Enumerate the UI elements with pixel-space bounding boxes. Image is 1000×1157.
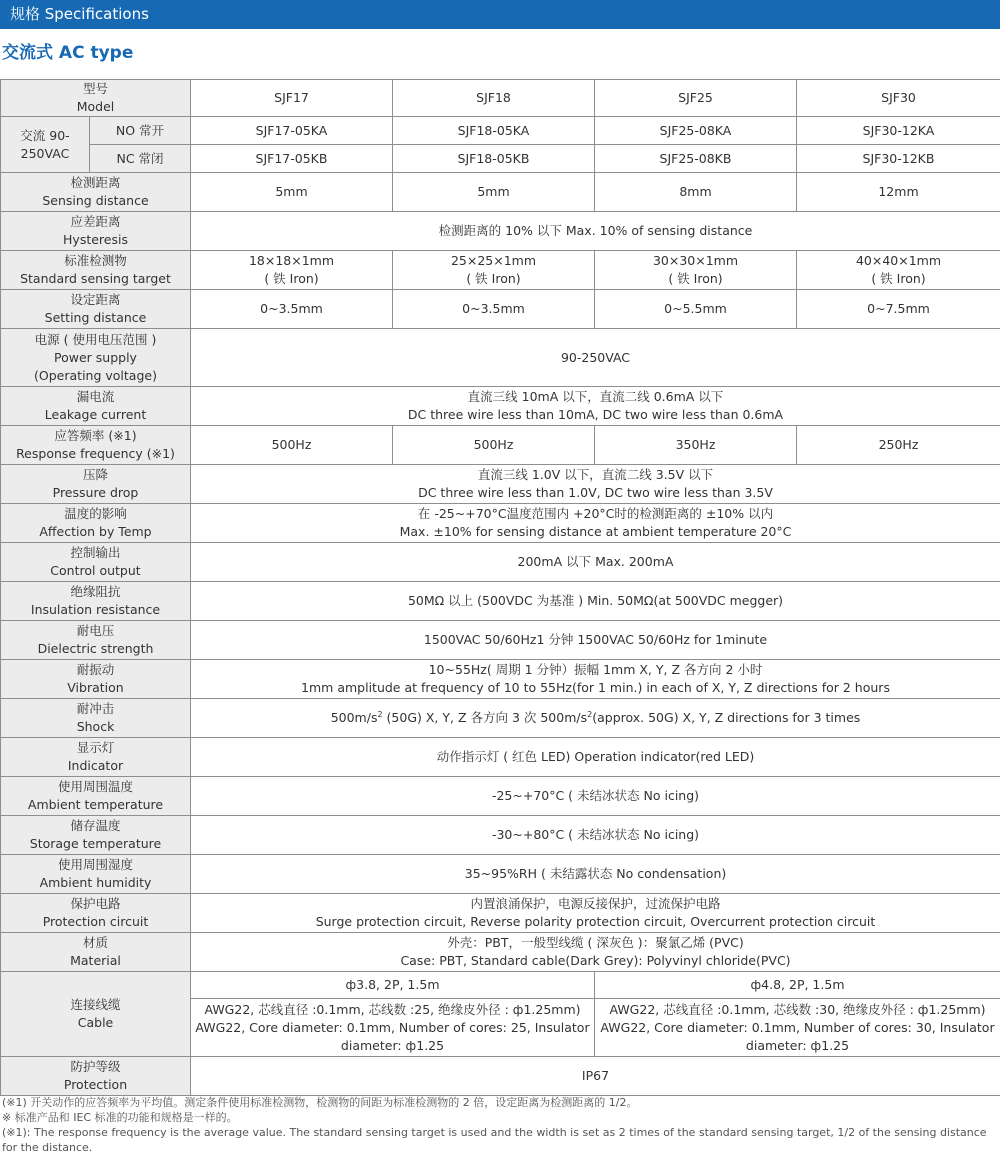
row-label: 使用周围湿度 Ambient humidity <box>1 855 191 894</box>
table-row <box>1 290 1000 329</box>
no-model-cell: SJF18-05KA <box>393 117 595 145</box>
model-label: 型号 Model <box>1 80 191 117</box>
value-cell: 40×40×1mm ( 铁 Iron) <box>797 251 1000 290</box>
value-cell: 直流三线 10mA 以下，直流二线 0.6mA 以下 DC three wire less than 10mA, DC two wire less than 0.6mA <box>191 387 1000 426</box>
row-label: 耐振动 Vibration <box>1 660 191 699</box>
value-cell: 直流三线 1.0V 以下，直流二线 3.5V 以下 DC three wire less than 1.0V, DC two wire less than 3.5V <box>191 465 1000 504</box>
value-cell: -25~+70°C ( 未结冰状态 No icing) <box>191 777 1000 816</box>
cable-detail-cell: AWG22, 芯线直径 :0.1mm, 芯线数 :25, 绝缘皮外径 : ф1.25mm) AWG22, Core diameter: 0.1mm, Number of cores: 25, Insulator diameter: ф1.25 <box>191 999 595 1057</box>
model-cell: SJF17 <box>191 80 393 117</box>
section-header-bar <box>0 0 1000 29</box>
row-label: 使用周围温度 Ambient temperature <box>1 777 191 816</box>
table-row <box>1 387 1000 426</box>
value-cell: -30~+80°C ( 未结冰状态 No icing) <box>191 816 1000 855</box>
value-cell: 1500VAC 50/60Hz1 分钟 1500VAC 50/60Hz for 1minute <box>191 621 1000 660</box>
row-label: 设定距离 Setting distance <box>1 290 191 329</box>
model-cell: SJF25 <box>595 80 797 117</box>
row-label: 温度的影响 Affection by Temp <box>1 504 191 543</box>
nc-model-cell: SJF30-12KB <box>797 145 1000 173</box>
ac-group-label: 交流 90-250VAC <box>1 117 90 173</box>
no-model-cell: SJF25-08KA <box>595 117 797 145</box>
value-cell: 0~3.5mm <box>191 290 393 329</box>
value-cell: 5mm <box>191 173 393 212</box>
value-cell: 动作指示灯 ( 红色 LED) Operation indicator(red LED) <box>191 738 1000 777</box>
value-cell: 500Hz <box>191 426 393 465</box>
table-row <box>1 855 1000 894</box>
cable-spec-cell: ф4.8, 2P, 1.5m <box>595 972 1000 999</box>
table-row <box>1 426 1000 465</box>
value-cell: 10~55Hz( 周期 1 分钟）振幅 1mm X, Y, Z 各方向 2 小时 1mm amplitude at frequency of 10 to 55Hz(for 1 min.) in each of X, Y, Z directions for 2 hours <box>191 660 1000 699</box>
row-label: 绝缘阻抗 Insulation resistance <box>1 582 191 621</box>
value-cell: 0~3.5mm <box>393 290 595 329</box>
footnotes <box>2 1095 1000 1155</box>
table-row <box>1 660 1000 699</box>
header-title: 规格 Specifications <box>10 5 149 23</box>
value-cell: 35~95%RH ( 未结露状态 No condensation) <box>191 855 1000 894</box>
row-label: 连接线缆 Cable <box>1 972 191 1057</box>
row-label: 耐电压 Dielectric strength <box>1 621 191 660</box>
value-cell: 25×25×1mm ( 铁 Iron) <box>393 251 595 290</box>
spec-table <box>0 79 1000 1096</box>
table-row <box>1 699 1000 738</box>
cable-detail-cell: AWG22, 芯线直径 :0.1mm, 芯线数 :30, 绝缘皮外径 : ф1.25mm) AWG22, Core diameter: 0.1mm, Number of cores: 30, Insulator diameter: ф1.25 <box>595 999 1000 1057</box>
row-label: 显示灯 Indicator <box>1 738 191 777</box>
value-cell: 350Hz <box>595 426 797 465</box>
value-cell: 内置浪涌保护，电源反接保护，过流保护电路 Surge protection circuit, Reverse polarity protection circuit, Overcurrent protection circuit <box>191 894 1000 933</box>
nc-model-cell: SJF17-05KB <box>191 145 393 173</box>
row-label: 保护电路 Protection circuit <box>1 894 191 933</box>
model-cell: SJF18 <box>393 80 595 117</box>
no-label: NO 常开 <box>90 117 191 145</box>
table-row <box>1 972 1000 999</box>
footnote: ※ 标准产品和 IEC 标准的功能和规格是一样的。 <box>2 1111 238 1124</box>
value-cell: 5mm <box>393 173 595 212</box>
table-row <box>1 933 1000 972</box>
nc-label: NC 常闭 <box>90 145 191 173</box>
value-cell: 12mm <box>797 173 1000 212</box>
row-label: 电源 ( 使用电压范围 ) Power supply (Operating voltage) <box>1 329 191 387</box>
value-cell: 200mA 以下 Max. 200mA <box>191 543 1000 582</box>
table-row <box>1 777 1000 816</box>
value-cell: 50MΩ 以上 (500VDC 为基准 ) Min. 50MΩ(at 500VDC megger) <box>191 582 1000 621</box>
value-cell: 8mm <box>595 173 797 212</box>
row-label: 材质 Material <box>1 933 191 972</box>
footnote: (※1) 开关动作的应答频率为平均值。测定条件使用标准检测物，检测物的间距为标准检测物的 2 倍，设定距离为检测距离的 1/2。 <box>2 1096 638 1109</box>
value-cell: 500Hz <box>393 426 595 465</box>
table-row <box>1 582 1000 621</box>
row-label: 控制输出 Control output <box>1 543 191 582</box>
table-row <box>1 621 1000 660</box>
table-row <box>1 80 1000 117</box>
value-cell: $500m/s^2$ (50G) X, Y, Z 各方向 3 次 $500m/s^2(approx$. 50G) X, Y, Z directions for 3 times <box>191 699 1000 738</box>
no-model-cell: SJF30-12KA <box>797 117 1000 145</box>
value-cell: 在 -25~+70°C温度范围内 +20°C时的检测距离的 ±10% 以内 Max. ±10% for sensing distance at ambient temperature 20°C <box>191 504 1000 543</box>
value-cell: 30×30×1mm ( 铁 Iron) <box>595 251 797 290</box>
table-row <box>1 173 1000 212</box>
table-row <box>1 1057 1000 1096</box>
cable-spec-cell: ф3.8, 2P, 1.5m <box>191 972 595 999</box>
table-row <box>1 329 1000 387</box>
value-cell: 18×18×1mm ( 铁 Iron) <box>191 251 393 290</box>
row-label: 检测距离 Sensing distance <box>1 173 191 212</box>
row-label: 防护等级 Protection <box>1 1057 191 1096</box>
value-cell: 0~5.5mm <box>595 290 797 329</box>
table-row <box>1 543 1000 582</box>
row-label: 漏电流 Leakage current <box>1 387 191 426</box>
table-row <box>1 251 1000 290</box>
row-label: 应答频率 (※1) Response frequency (※1) <box>1 426 191 465</box>
row-label: 应差距离 Hysteresis <box>1 212 191 251</box>
footnote: (※1): The response frequency is the average value. The standard sensing target is used and the width is set as 2 times of the standard sensing target, 1/2 of the sensing distance for the distance. <box>2 1126 987 1154</box>
table-row <box>1 117 1000 145</box>
section-title: 交流式 AC type <box>2 43 134 63</box>
no-model-cell: SJF17-05KA <box>191 117 393 145</box>
row-label: 耐冲击 Shock <box>1 699 191 738</box>
value-cell: IP67 <box>191 1057 1000 1096</box>
table-row <box>1 145 1000 173</box>
value-cell: 外壳：PBT，一般型线缆 ( 深灰色 )：聚氯乙烯 (PVC) Case: PBT, Standard cable(Dark Grey): Polyvinyl chloride(PVC) <box>191 933 1000 972</box>
table-row <box>1 816 1000 855</box>
row-label: 标准检测物 Standard sensing target <box>1 251 191 290</box>
value-cell: 检测距离的 10% 以下 Max. 10% of sensing distance <box>191 212 1000 251</box>
table-row <box>1 894 1000 933</box>
table-row <box>1 738 1000 777</box>
value-cell: 0~7.5mm <box>797 290 1000 329</box>
table-row <box>1 212 1000 251</box>
nc-model-cell: SJF18-05KB <box>393 145 595 173</box>
value-cell: 250Hz <box>797 426 1000 465</box>
row-label: 储存温度 Storage temperature <box>1 816 191 855</box>
table-row <box>1 465 1000 504</box>
model-cell: SJF30 <box>797 80 1000 117</box>
row-label: 压降 Pressure drop <box>1 465 191 504</box>
value-cell: 90-250VAC <box>191 329 1000 387</box>
nc-model-cell: SJF25-08KB <box>595 145 797 173</box>
table-row <box>1 504 1000 543</box>
